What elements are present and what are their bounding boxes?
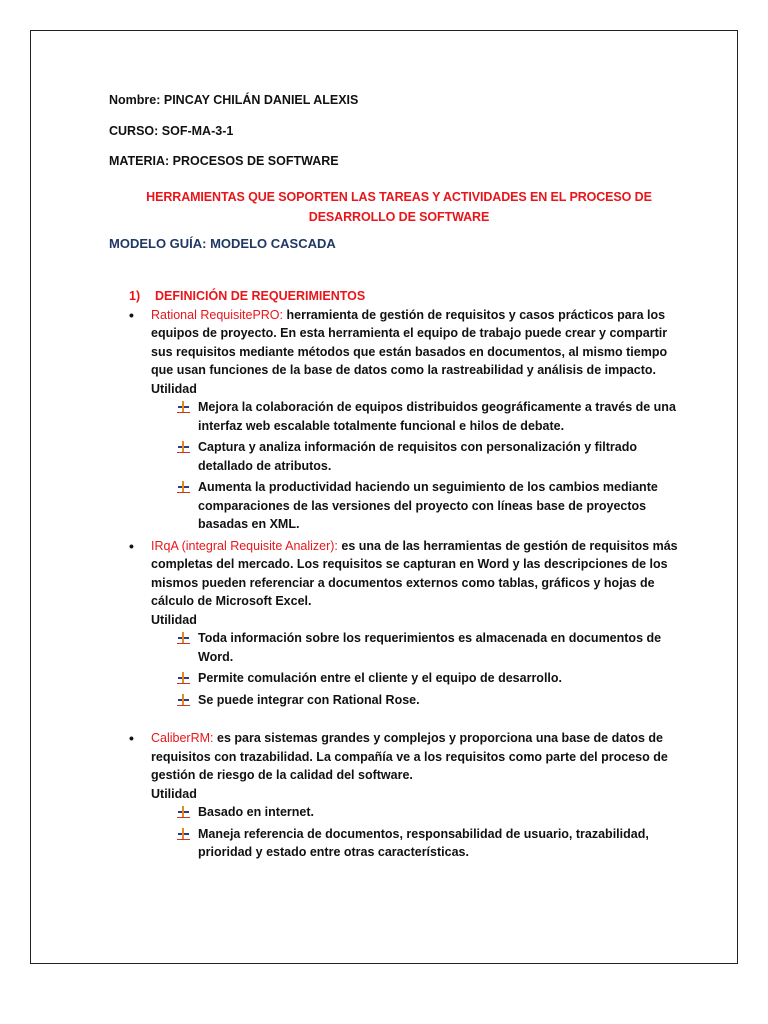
arrow-bullet-icon bbox=[177, 672, 190, 684]
arrow-bullet-icon bbox=[177, 632, 190, 644]
list-item: Basado en internet. bbox=[109, 803, 689, 822]
tool-name: Rational RequisitePRO: bbox=[151, 307, 284, 322]
list-item: Aumenta la productividad haciendo un seguimiento de los cambios mediante comparaciones de las versiones del proyecto con líneas base de proyectos basadas en XML. bbox=[109, 478, 689, 534]
utility-label: Utilidad bbox=[151, 381, 197, 396]
bullet-icon: • bbox=[129, 306, 134, 323]
bullet-icon: • bbox=[129, 537, 134, 554]
bullet-icon: • bbox=[129, 730, 134, 746]
arrow-bullet-icon bbox=[177, 441, 190, 453]
arrow-bullet-icon bbox=[177, 481, 190, 493]
list-item: Toda información sobre los requerimientos es almacenada en documentos de Word. bbox=[109, 629, 689, 666]
tool-description: es una de las herramientas de gestión de requisitos más completas del mercado. Los requisitos se capturan en Word y las descripciones de los mismos pueden referenciar a documentos externos como tablas, gráficos y hojas de cálculo de Microsoft Excel. bbox=[151, 538, 678, 608]
subject: MATERIA: PROCESOS DE SOFTWARE bbox=[109, 154, 339, 168]
tool-item-rational bbox=[109, 306, 689, 380]
document-title: HERRAMIENTAS QUE SOPORTEN LAS TAREAS Y ACTIVIDADES EN EL PROCESO DE DESARROLLO DE SOFTWARE bbox=[146, 189, 652, 224]
list-item: Captura y analiza información de requisitos con personalización y filtrado detallado de atributos. bbox=[109, 438, 689, 475]
tool-item-irqa bbox=[109, 537, 689, 611]
list-item: Mejora la colaboración de equipos distribuidos geográficamente a través de una interfaz web escalable totalmente funcional e hilos de debate. bbox=[109, 398, 689, 435]
utility-label: Utilidad bbox=[151, 612, 197, 627]
list-item: Se puede integrar con Rational Rose. bbox=[109, 691, 689, 710]
utility-label: Utilidad bbox=[151, 786, 197, 801]
list-item: Maneja referencia de documentos, responsabilidad de usuario, trazabilidad, prioridad y estado entre otras características. bbox=[109, 825, 689, 862]
section-heading bbox=[129, 287, 689, 306]
section-number: 1) bbox=[129, 289, 141, 303]
section-label: DEFINICIÓN DE REQUERIMIENTOS bbox=[155, 289, 366, 303]
document-page bbox=[30, 30, 738, 964]
spacer bbox=[109, 712, 689, 729]
list-item: Permite comulación entre el cliente y el equipo de desarrollo. bbox=[109, 669, 689, 688]
tool-name: CaliberRM: bbox=[151, 731, 214, 745]
course: CURSO: SOF-MA-3-1 bbox=[109, 123, 234, 138]
tool-name: IRqA (integral Requisite Analizer): bbox=[151, 538, 338, 553]
arrow-bullet-icon bbox=[177, 828, 190, 840]
model-heading: MODELO GUÍA: MODELO CASCADA bbox=[109, 235, 336, 251]
student-name: Nombre: PINCAY CHILÁN DANIEL ALEXIS bbox=[109, 93, 359, 107]
document-body bbox=[109, 91, 689, 865]
tool-description: herramienta de gestión de requisitos y casos prácticos para los equipos de proyecto. En esta herramienta el equipo de trabajo puede crear y compartir sus requisitos mediante métodos que están basados en documentos, al mismo tiempo que usan funciones de la base de datos como la rastreabilidad y análisis de impacto. bbox=[151, 307, 668, 377]
arrow-bullet-icon bbox=[177, 401, 190, 413]
arrow-bullet-icon bbox=[177, 694, 190, 706]
tool-item-caliber bbox=[109, 729, 689, 785]
tool-description: es para sistemas grandes y complejos y proporciona una base de datos de requisitos con trazabilidad. La compañía ve a los requisitos como parte del proceso de gestión de riesgo de la calidad del software. bbox=[151, 731, 668, 782]
arrow-bullet-icon bbox=[177, 806, 190, 818]
